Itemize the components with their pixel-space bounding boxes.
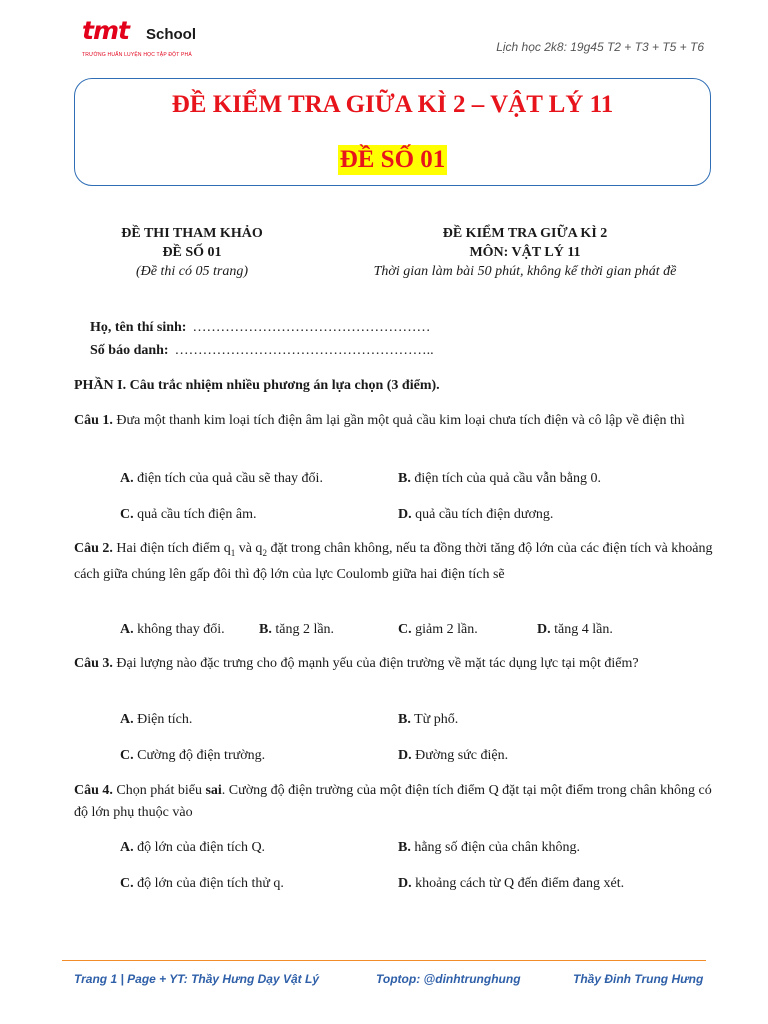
subscript-1: 1 — [230, 547, 236, 558]
question-text-mid: và q — [235, 541, 263, 556]
option-text: tăng 4 lần. — [554, 622, 613, 637]
question-text-end: . Cường độ điện trường của một điện tích điểm Q đặt tại một điểm trong chân không có độ lớn phụ thuộc vào — [74, 783, 712, 820]
question-text: Đại lượng nào đặc trưng cho độ mạnh yếu của điện trường về mặt tác dụng lực tại một điểm? — [116, 656, 639, 671]
option-letter: D. — [537, 622, 551, 637]
option-text: điện tích của quả cầu sẽ thay đổi. — [137, 471, 323, 486]
option-letter: A. — [120, 471, 134, 486]
option-text: tăng 2 lần. — [275, 622, 335, 637]
question-1 — [74, 410, 718, 432]
option-letter: D. — [398, 876, 412, 891]
emphasis-word: sai — [205, 783, 222, 798]
option-letter: A. — [120, 840, 134, 855]
option-text: giảm 2 lần. — [415, 622, 478, 637]
question-3 — [74, 653, 718, 675]
option-text: độ lớn của điện tích thử q. — [137, 876, 284, 891]
option-letter: C. — [120, 748, 134, 763]
question-text: Đưa một thanh kim loại tích điện âm lại gần một quả cầu kim loại chưa tích điện và cô lập về điện thì — [116, 413, 685, 428]
option-text: khoảng cách từ Q đến điểm đang xét. — [415, 876, 625, 891]
option-a[interactable] — [120, 621, 225, 639]
name-label: Họ, tên thí sinh: — [90, 320, 187, 335]
option-b[interactable] — [398, 839, 580, 857]
option-text: điện tích của quả cầu vẫn bằng 0. — [414, 471, 601, 486]
option-text: không thay đổi. — [137, 622, 225, 637]
part-title: PHẦN I. Câu trắc nhiệm nhiều phương án lựa chọn (3 điểm). — [74, 378, 440, 393]
footer-divider — [62, 960, 706, 961]
option-letter: D. — [398, 748, 412, 763]
option-letter: B. — [398, 471, 411, 486]
time-note: Thời gian làm bài 50 phút, không kể thời gian phát đề — [373, 264, 677, 279]
question-label: Câu 4. — [74, 783, 113, 798]
question-text-start: Hai điện tích điểm q — [116, 541, 231, 556]
option-c[interactable] — [398, 621, 478, 639]
page-count-note: (Đề thi có 05 trang) — [136, 264, 248, 279]
question-label: Câu 2. — [74, 541, 113, 556]
option-text: hằng số điện của chân không. — [414, 840, 580, 855]
option-text: Đường sức điện. — [415, 748, 509, 763]
title-box — [74, 78, 711, 186]
option-letter: C. — [120, 507, 134, 522]
footer-toptop: Toptop: @dinhtrunghung — [376, 972, 521, 986]
logo-school-text: School — [146, 26, 197, 43]
option-text: Cường độ điện trường. — [137, 748, 266, 763]
option-a[interactable] — [120, 711, 192, 729]
option-b[interactable] — [398, 470, 601, 488]
option-text: quả cầu tích điện dương. — [415, 507, 554, 522]
option-letter: B. — [259, 622, 272, 637]
option-c[interactable] — [120, 506, 256, 524]
name-field[interactable] — [90, 316, 434, 339]
logo-slogan: TRƯỜNG HUẤN LUYỆN HỌC TẬP ĐỘT PHÁ — [82, 52, 192, 58]
option-letter: D. — [398, 507, 412, 522]
option-letter: A. — [120, 712, 134, 727]
id-label: Số báo danh: — [90, 343, 169, 358]
option-text: Điện tích. — [137, 712, 193, 727]
question-text-start: Chọn phát biểu — [116, 783, 202, 798]
question-text-end: đặt trong chân không, nếu ta đồng thời tăng độ lớn của các điện tích và khoảng cách giữa chúng lên gấp đôi thì độ lớn của lực Coulomb giữa hai điện tích sẽ — [74, 541, 713, 582]
footer-page: Trang 1 | Page + YT: Thầy Hưng Dạy Vật Lý — [74, 972, 319, 986]
option-d[interactable] — [398, 875, 624, 893]
question-label: Câu 3. — [74, 656, 113, 671]
option-letter: C. — [120, 876, 134, 891]
question-label: Câu 1. — [74, 413, 113, 428]
option-c[interactable] — [120, 747, 265, 765]
question-4 — [74, 780, 718, 824]
exam-subject: MÔN: VẬT LÝ 11 — [469, 245, 581, 260]
option-c[interactable] — [120, 875, 284, 893]
exam-subtitle-wrap — [75, 145, 710, 175]
option-text: Từ phổ. — [414, 712, 459, 727]
option-letter: A. — [120, 622, 134, 637]
id-field[interactable] — [90, 339, 434, 362]
option-a[interactable] — [120, 470, 323, 488]
option-b[interactable] — [398, 711, 458, 729]
subscript-2: 2 — [262, 547, 267, 558]
school-logo — [80, 14, 210, 56]
option-text: độ lớn của điện tích Q. — [137, 840, 266, 855]
logo-text: tmt — [82, 16, 129, 45]
option-d[interactable] — [398, 747, 508, 765]
option-text: quả cầu tích điện âm. — [137, 507, 257, 522]
footer-author: Thầy Đinh Trung Hưng — [573, 972, 704, 986]
exam-name: ĐỀ KIỂM TRA GIỮA KÌ 2 — [442, 226, 608, 241]
exam-code: ĐỀ SỐ 01 — [162, 245, 222, 260]
student-fields — [90, 316, 434, 362]
option-letter: B. — [398, 840, 411, 855]
exam-number-highlight: ĐỀ SỐ 01 — [339, 146, 446, 173]
exam-info-left — [82, 224, 302, 281]
option-a[interactable] — [120, 839, 265, 857]
option-d[interactable] — [398, 506, 553, 524]
option-letter: C. — [398, 622, 412, 637]
option-d[interactable] — [537, 621, 613, 639]
exam-info-right — [340, 224, 710, 281]
schedule-text: Lịch học 2k8: 19g45 T2 + T3 + T5 + T6 — [496, 40, 704, 54]
exam-title: ĐỀ KIỂM TRA GIỮA KÌ 2 – VẬT LÝ 11 — [171, 91, 614, 118]
id-dots: ……………………………………………….. — [174, 343, 434, 358]
question-2 — [74, 538, 718, 586]
exam-type: ĐỀ THI THAM KHẢO — [121, 226, 263, 241]
name-dots: …………………………………………… — [192, 320, 431, 335]
option-letter: B. — [398, 712, 411, 727]
option-b[interactable] — [259, 621, 334, 639]
